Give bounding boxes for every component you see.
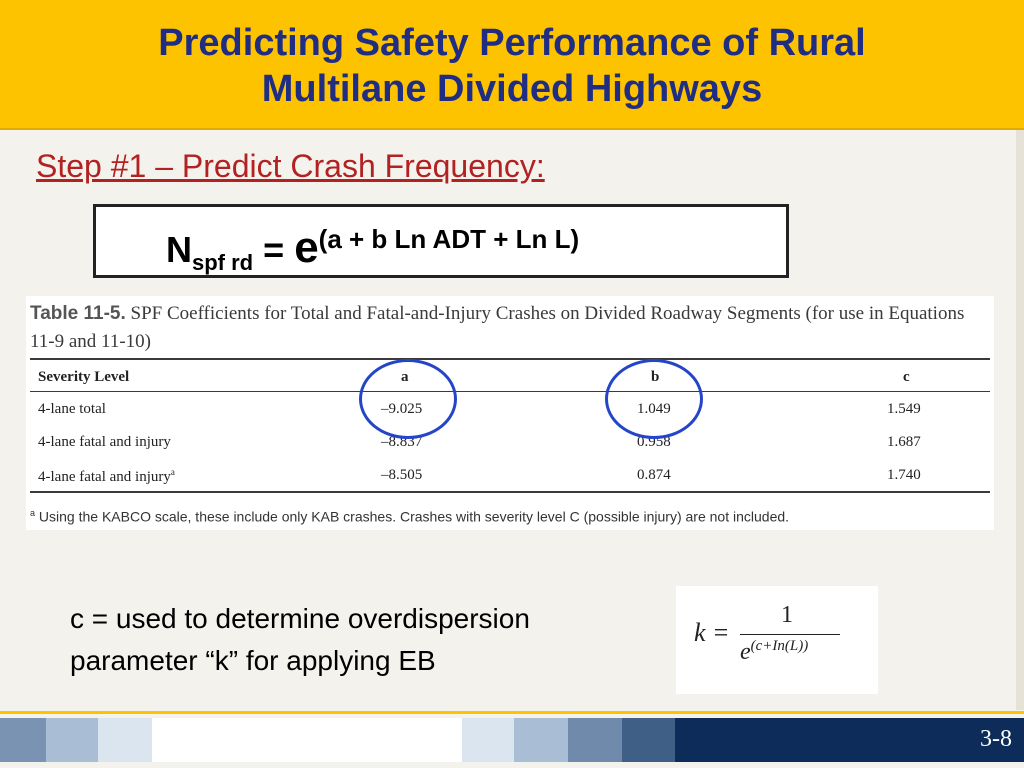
footer-gold-line <box>0 711 1024 714</box>
formula-n: N <box>166 229 192 270</box>
table-caption-text: SPF Coefficients for Total and Fatal-and-Injury Crashes on Divided Roadway Segments (for use in Equations 11-9 and 11-10) <box>30 303 965 352</box>
row2-c: 1.687 <box>887 434 921 450</box>
table-header-rule <box>30 391 990 392</box>
title-line-1: Predicting Safety Performance of Rural <box>158 22 866 64</box>
k-lhs: k = <box>694 618 730 647</box>
footer-block-8 <box>622 718 675 762</box>
row3-b: 0.874 <box>637 467 671 483</box>
note-line-2: parameter “k” for applying EB <box>70 645 436 676</box>
formula-exponent: (a + b Ln ADT + Ln L) <box>318 224 580 254</box>
spf-formula <box>166 217 579 285</box>
coefficient-table <box>26 296 994 530</box>
formula-e: e <box>294 223 319 272</box>
right-shade <box>1016 130 1024 710</box>
row1-a: –9.025 <box>381 401 423 417</box>
k-denominator <box>740 638 808 666</box>
table-footnote <box>30 508 789 525</box>
formula-equals: = <box>263 229 285 270</box>
header-b: b <box>651 369 660 385</box>
footer-bar <box>0 718 1024 762</box>
page-number: 3-8 <box>980 726 1012 752</box>
footer-block-1 <box>0 718 46 762</box>
row1-c: 1.549 <box>887 401 921 417</box>
row3-a: –8.505 <box>381 467 423 483</box>
header-severity: Severity Level <box>38 369 130 385</box>
k-denominator-exponent: (c+In(L)) <box>750 638 809 654</box>
footer-block-6 <box>514 718 568 762</box>
table-bottom-rule <box>30 491 990 493</box>
k-fraction-bar <box>740 634 840 635</box>
row2-b: 0.958 <box>637 434 671 450</box>
k-numerator: 1 <box>781 602 793 628</box>
footer-block-3 <box>98 718 152 762</box>
footer-block-5 <box>462 718 514 762</box>
row1-b: 1.049 <box>637 401 671 417</box>
footer-block-2 <box>46 718 98 762</box>
table-label: Table 11-5. <box>30 303 126 324</box>
row2-severity: 4-lane fatal and injury <box>38 434 171 450</box>
title-line-2: Multilane Divided Highways <box>261 68 763 110</box>
slide-title <box>0 20 1024 112</box>
row3-severity <box>38 467 175 486</box>
footnote-text: Using the KABCO scale, these include only KAB crashes. Crashes with severity level C (possible injury) are not included. <box>38 508 790 525</box>
table-caption <box>30 300 990 356</box>
row1-severity: 4-lane total <box>38 401 106 417</box>
row3-severity-text: 4-lane fatal and injury <box>38 469 171 485</box>
footer-navy-panel <box>675 718 1024 762</box>
row3-c: 1.740 <box>887 467 921 483</box>
formula-subscript: spf rd <box>192 250 254 276</box>
k-formula-box <box>676 586 878 694</box>
footer-block-7 <box>568 718 622 762</box>
footnote-mark: a <box>30 508 36 518</box>
row2-a: –8.837 <box>381 434 423 450</box>
step-heading: Step #1 – Predict Crash Frequency: <box>36 148 545 184</box>
header-a: a <box>401 369 409 385</box>
note-line-1: c = used to determine overdispersion <box>70 603 530 634</box>
overdispersion-note <box>70 598 530 682</box>
k-denominator-base: e <box>740 639 751 665</box>
footer-block-4 <box>152 718 462 762</box>
row3-footnote-mark: a <box>170 467 175 477</box>
highlight-circle-a <box>359 359 457 439</box>
table-top-rule <box>30 358 990 360</box>
highlight-circle-b <box>605 359 703 439</box>
formula-box <box>93 204 789 278</box>
header-c: c <box>903 369 910 385</box>
